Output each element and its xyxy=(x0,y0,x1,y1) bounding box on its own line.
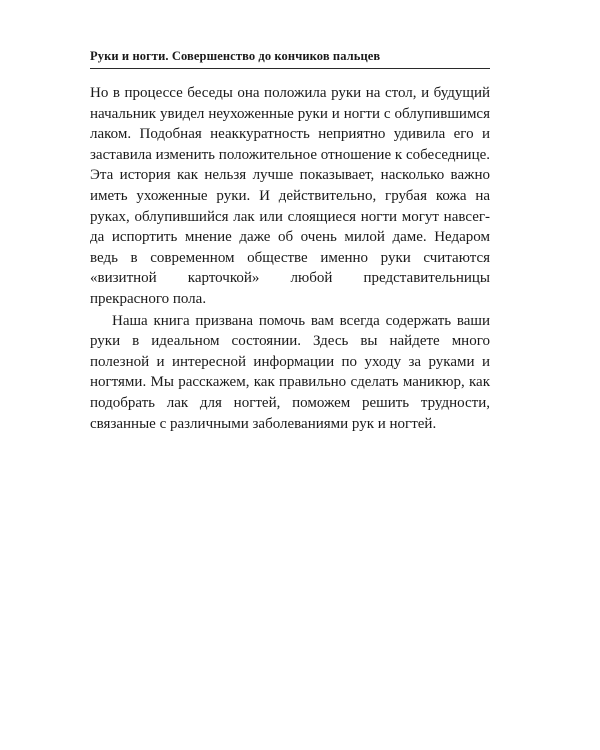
paragraph-2: Наша книга призвана помочь вам всегда содержать ваши руки в идеальном состоянии. Здесь вы найдете много полезной и интересной информации по уходу за руками и ногтями. Мы расскажем, как правильно сделать маникюр, как подобрать лак для ногтей, поможем решить трудности, связанные с различными заболеваниями рук и ногтей. xyxy=(90,312,490,432)
paragraph-1: Но в процессе беседы она положила руки на стол, и будущий начальник увидел неухоженные руки и ногти с облупившимся лаком. Подобная неаккуратность неприятно удивила его и заставила изменить положительное отношение к собеседнице. Эта история как нельзя лучше показывает, насколько важно иметь ухоженные руки. И действительно, грубая кожа на руках, облупившийся лак или слоящиеся ногти могут навсегда испортить мнение даже об очень милой даме. Недаром ведь в современном обществе именно руки считаются «визитной карточкой» любой представительницы прекрасного пола. xyxy=(90,85,490,307)
running-head: Руки и ногти. Совершенство до кончиков пальцев xyxy=(90,48,490,69)
body-text xyxy=(90,83,490,434)
book-page xyxy=(90,48,490,434)
